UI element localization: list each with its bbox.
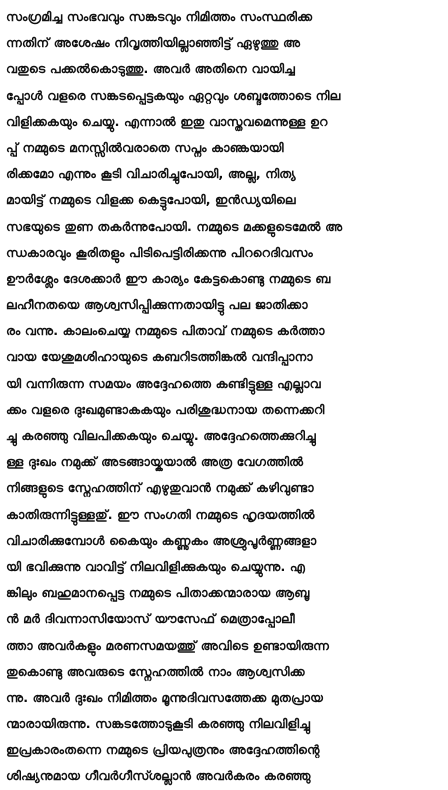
text-line-9: സഭയുടെ തുണ തകർന്നുപോയി. നമ്മുടെ മക്കളുടെമേൽ അ — [6, 218, 343, 234]
text-line-14: വായ യേശുമശിഹായുടെ കബറിടത്തിങ്കൽ വന്ദിപ്പാനാ — [6, 349, 313, 365]
text-line-8: മായിട്ട് നമ്മുടെ വിളക്ക കെട്ടുപോയി, ഇൻഡ്യയിലെ — [6, 192, 296, 208]
text-line-15: യി വന്നിരുന്ന സമയം അദ്ദേഹത്തെ കണ്ടിട്ടുള്ള എല്ലാവ — [6, 375, 321, 391]
text-line-26: തുകൊണ്ടു അവരുടെ സ്നേഹത്തിൽ നാം ആശ്വസിക്ക — [6, 663, 305, 679]
text-line-25: ത്താ അവർകളും മരണസമയത്തു് അവിടെ ഉണ്ടായിരുന്ന — [6, 637, 330, 653]
text-line-29: ഇപ്രകാരംതന്നെ നമ്മുടെ പ്രിയപുത്രനും അദ്ദേഹത്തിന്റെ — [6, 742, 320, 758]
text-line-4: പ്പോൾ വളരെ സങ്കടപ്പെട്ടകയും ഏറ്റവും ശബ്ദത്തോടെ നില — [6, 87, 341, 103]
text-line-21: വിചാരിക്കുമ്പോൾ കൈയും കണ്ണുകം അശ്രുപൂർണ്ണങ്ങളാ — [6, 532, 317, 548]
text-line-30: ശിഷ്യനുമായ ഗീവർഗീസ്ശല്ലാൻ അവർകരം കരഞ്ഞു — [6, 768, 311, 784]
text-line-6: പ്പ് നമ്മുടെ മനസ്സിൽവരാതെ സപ്നം കാണ്കയായി — [6, 139, 284, 155]
text-line-28: ന്മാരായിരുന്നു. സങ്കടത്തോടുകൂടി കരഞ്ഞു നിലവിളിച്ചു — [6, 716, 311, 732]
text-line-27: ന്നു. അവർ ദുഃഖം നിമിത്തം മൂന്നുദിവസത്തേക്ക മുതപ്രായ — [6, 689, 324, 705]
text-line-12: ലഹീനതയെ ആശ്വസിപ്പിക്കുന്നതായിട്ടു പല ജാതിക്കാ — [6, 297, 308, 313]
text-line-23: ങ്കിലും ബഹുമാനപ്പെട്ട നമ്മുടെ പിതാക്കന്മാരായ ആബൂ — [6, 585, 310, 601]
text-line-22: യി ഭവിക്കുന്നു വാവിട്ട് നിലവിളിക്കുകയും ചെയ്യുന്നു. എ — [6, 558, 306, 574]
text-line-1: സംഗ്രമിച്ച സംഭവവും സങ്കടവും നിമിത്തം സംസ്ഥരിക്ക — [6, 9, 313, 24]
text-line-5: വിളിക്കകയും ചെയ്യു. എന്നാൽ ഇതു വാസ്തവമെന്നുള്ള ഉറ — [6, 113, 328, 129]
text-line-18: ള്ള ദുഃഖം നമുക്ക് അടങ്ങായ്കയാൽ അത്ര വേഗത്തിൽ — [6, 454, 304, 470]
text-line-20: കാതിരുന്നിട്ടുള്ളതു്. ഈ സംഗതി നമ്മുടെ ഹൃദയത്തിൽ — [6, 506, 315, 522]
text-line-3: വതുടെ പക്കൽകൊടുത്തു. അവർ അതിനെ വായിച്ച — [6, 61, 296, 77]
text-line-17: ച്ചു കരഞ്ഞു വിലപിക്കകയും ചെയ്യു. അദ്ദേഹത്തെക്കുറിച്ചു — [6, 428, 316, 443]
text-line-19: നിങ്ങളുടെ സ്നേഹത്തിന് എഴുതുവാൻ നമുക്ക് കഴിവുണ്ടാ — [6, 480, 314, 496]
body-text — [6, 4, 442, 790]
text-line-7: രിക്കമോ എന്നും കൂടി വിചാരിച്ചുപോയി, അല്ല, നിത്യ — [6, 166, 296, 182]
text-line-11: ഊർശ്ലേം ദേശക്കാർ ഈ കാര്യം കേട്ടകൊണ്ടു നമ്മുടെ ബ — [6, 270, 331, 286]
text-line-13: രം വന്നു. കാലംചെയ്യ നമ്മുടെ പിതാവ് നമ്മുടെ കർത്താ — [6, 323, 325, 339]
text-line-16: ക്കം വളരെ ദുഃഖമുണ്ടാകകയും പരിശുദ്ധനായ തന്നെക്കറി — [6, 401, 325, 417]
text-line-24: ൻ മർ ദിവന്നാസിയോസ് യൗസേഫ് മെത്രാപ്പോലീ — [6, 611, 295, 627]
text-line-2: ന്നതിന് അശേഷം നിവൃത്തിയില്ലാഞ്ഞിട്ട് ഏഴുത്തു അ — [6, 35, 301, 51]
text-line-10: ന്ധകാരവും കൂരിതളും പിടിപെട്ടിരിക്കന്നു പിററെദിവസം — [6, 244, 313, 260]
